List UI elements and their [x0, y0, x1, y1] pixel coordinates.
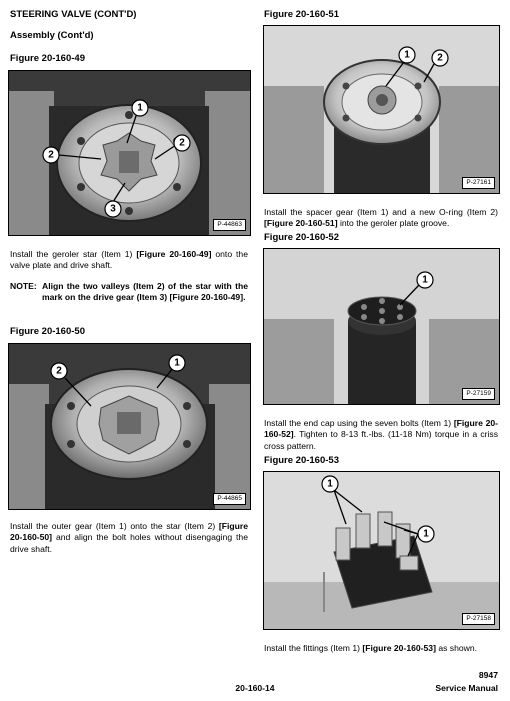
- figure-49-photo: [8, 70, 251, 236]
- svg-text:3: 3: [110, 203, 116, 215]
- page-number: 20-160-14: [235, 683, 275, 693]
- figure-52-callout-1: [417, 272, 433, 288]
- instruction-outer-gear: Install the outer gear (Item 1) onto the star (Item 2) [Figure 20-160-50] and align the bolt holes without disengaging the drive shaft.: [10, 521, 248, 554]
- svg-text:2: 2: [437, 52, 443, 64]
- figure-50-photo-code: P-44865: [213, 493, 246, 505]
- figure-49-photo-code: P-44863: [213, 219, 246, 231]
- figure-49-label: Figure 20-160-49: [10, 53, 85, 64]
- figure-50-callout-1: [169, 355, 185, 371]
- figure-50-callout-2: [51, 363, 67, 379]
- svg-text:1: 1: [404, 49, 410, 61]
- figure-53-photo: [263, 471, 500, 630]
- figure-52-label: Figure 20-160-52: [264, 232, 339, 243]
- figure-50-photo: [8, 343, 251, 510]
- figure-53-callout-1-right: [418, 526, 434, 542]
- instruction-geroler-star: Install the geroler star (Item 1) [Figure 20-160-49] onto the valve plate and drive shaft.: [10, 249, 248, 271]
- svg-text:2: 2: [179, 137, 185, 149]
- note-text: Align the two valleys (Item 2) of the star with the mark on the drive gear (Item 3) [Figure 20-160-49].: [42, 281, 248, 303]
- figure-50-label: Figure 20-160-50: [10, 326, 85, 337]
- svg-text:1: 1: [422, 274, 428, 286]
- figure-51-photo: [263, 25, 500, 194]
- note-label: NOTE:: [10, 281, 37, 291]
- figure-49-callout-2-right: [174, 135, 190, 151]
- figure-51-callout-1: [399, 47, 415, 63]
- doc-title: Service Manual: [435, 683, 498, 693]
- subsection-title: Assembly (Cont'd): [10, 30, 94, 41]
- doc-number: 8947: [478, 670, 498, 680]
- figure-51-label: Figure 20-160-51: [264, 9, 339, 20]
- instruction-fittings: Install the fittings (Item 1) [Figure 20-160-53] as shown.: [264, 643, 478, 653]
- figure-51-photo-code: P-27161: [462, 177, 495, 189]
- figure-49-callout-3: [105, 201, 121, 217]
- figure-53-label: Figure 20-160-53: [264, 455, 339, 466]
- instruction-end-cap: Install the end cap using the seven bolts (Item 1) [Figure 20-160-52]. Tighten to 8-13 ft.-lbs. (11-18 Nm) torque in a criss cross pattern.: [264, 418, 498, 451]
- figure-53-photo-code: P-27158: [462, 613, 495, 625]
- svg-text:1: 1: [423, 528, 429, 540]
- figure-52-photo-code: P-27159: [462, 388, 495, 400]
- figure-53-callout-1-top: [322, 476, 338, 492]
- svg-text:1: 1: [327, 478, 333, 490]
- svg-text:2: 2: [56, 365, 62, 377]
- figure-51-callout-2: [432, 50, 448, 66]
- figure-49-callout-1: [132, 100, 148, 116]
- note-block: [10, 281, 248, 304]
- section-title: STEERING VALVE (CONT'D): [10, 9, 137, 20]
- svg-text:2: 2: [48, 149, 54, 161]
- svg-text:1: 1: [174, 357, 180, 369]
- figure-49-callout-2-left: [43, 147, 59, 163]
- instruction-spacer-gear: Install the spacer gear (Item 1) and a new O-ring (Item 2) [Figure 20-160-51] into the geroler plate groove.: [264, 207, 498, 229]
- figure-52-photo: [263, 248, 500, 405]
- svg-text:1: 1: [137, 102, 143, 114]
